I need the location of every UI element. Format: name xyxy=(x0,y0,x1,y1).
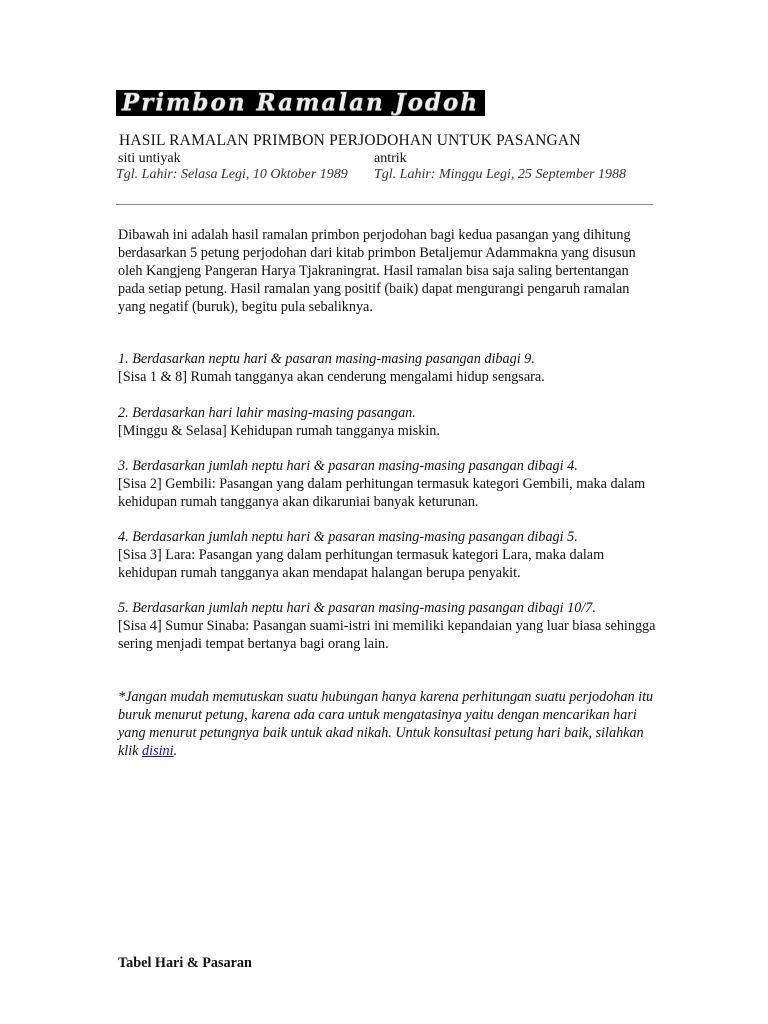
disini-link[interactable]: disini xyxy=(142,743,174,759)
item-2-heading: 2. Berdasarkan hari lahir masing-masing pasangan. xyxy=(118,405,416,421)
person1-birth: Tgl. Lahir: Selasa Legi, 10 Oktober 1989 xyxy=(116,167,348,182)
item-4 xyxy=(118,528,658,582)
item-4-heading: 4. Berdasarkan jumlah neptu hari & pasaran masing-masing pasangan dibagi 5. xyxy=(118,529,578,545)
item-3-heading: 3. Berdasarkan jumlah neptu hari & pasaran masing-masing pasangan dibagi 4. xyxy=(118,458,578,474)
item-5-result: [Sisa 4] Sumur Sinaba: Pasangan suami-istri ini memiliki kepandaian yang luar biasa sehingga sering menjadi tempat bertanya bagi orang lain. xyxy=(118,618,656,652)
item-2 xyxy=(118,404,658,440)
item-1 xyxy=(118,350,658,386)
item-2-result: [Minggu & Selasa] Kehidupan rumah tangganya miskin. xyxy=(118,423,440,439)
person1-name: siti untiyak xyxy=(118,151,181,166)
item-3 xyxy=(118,457,658,511)
note-end: . xyxy=(173,743,178,759)
intro-paragraph: Dibawah ini adalah hasil ramalan primbon perjodohan bagi kedua pasangan yang dihitung berdasarkan 5 petung perjodohan dari kitab primbon Betaljemur Adammakna yang disusun oleh Kangjeng Pangeran Harya Tjakraningrat. Hasil ramalan bisa saja saling bertentangan pada setiap petung. Hasil ramalan yang positif (baik) dapat mengurangi pengaruh ramalan yang negatif (buruk), begitu pula sebaliknya. xyxy=(118,227,636,315)
item-1-heading: 1. Berdasarkan neptu hari & pasaran masing-masing pasangan dibagi 9. xyxy=(118,351,535,367)
item-5 xyxy=(118,599,658,653)
item-1-result: [Sisa 1 & 8] Rumah tangganya akan cenderung mengalami hidup sengsara. xyxy=(118,369,545,385)
banner-title: Primbon Ramalan Jodoh xyxy=(121,90,480,116)
table-title: Tabel Hari & Pasaran xyxy=(118,955,252,971)
note-paragraph xyxy=(118,688,658,760)
note-text: *Jangan mudah memutuskan suatu hubungan hanya karena perhitungan suatu perjodohan itu buruk menurut petung, karena ada cara untuk mengatasinya yaitu dengan mencarikan hari yang menurut petungnya baik untuk akad nikah. Untuk konsultasi petung hari baik, silahkan klik xyxy=(118,689,654,759)
item-5-heading: 5. Berdasarkan jumlah neptu hari & pasaran masing-masing pasangan dibagi 10/7. xyxy=(118,600,596,616)
item-4-result: [Sisa 3] Lara: Pasangan yang dalam perhitungan termasuk kategori Lara, maka dalam kehidupan rumah tangganya akan mendapat halangan berupa penyakit. xyxy=(118,547,605,581)
person2-name: antrik xyxy=(374,151,407,166)
person2-birth: Tgl. Lahir: Minggu Legi, 25 September 1988 xyxy=(374,167,626,182)
divider xyxy=(116,204,653,205)
page-title: HASIL RAMALAN PRIMBON PERJODOHAN UNTUK PASANGAN xyxy=(119,132,581,149)
banner-logo xyxy=(116,90,485,116)
item-3-result: [Sisa 2] Gembili: Pasangan yang dalam perhitungan termasuk kategori Gembili, maka dalam kehidupan rumah tangganya akan dikaruniai banyak keturunan. xyxy=(118,476,646,510)
